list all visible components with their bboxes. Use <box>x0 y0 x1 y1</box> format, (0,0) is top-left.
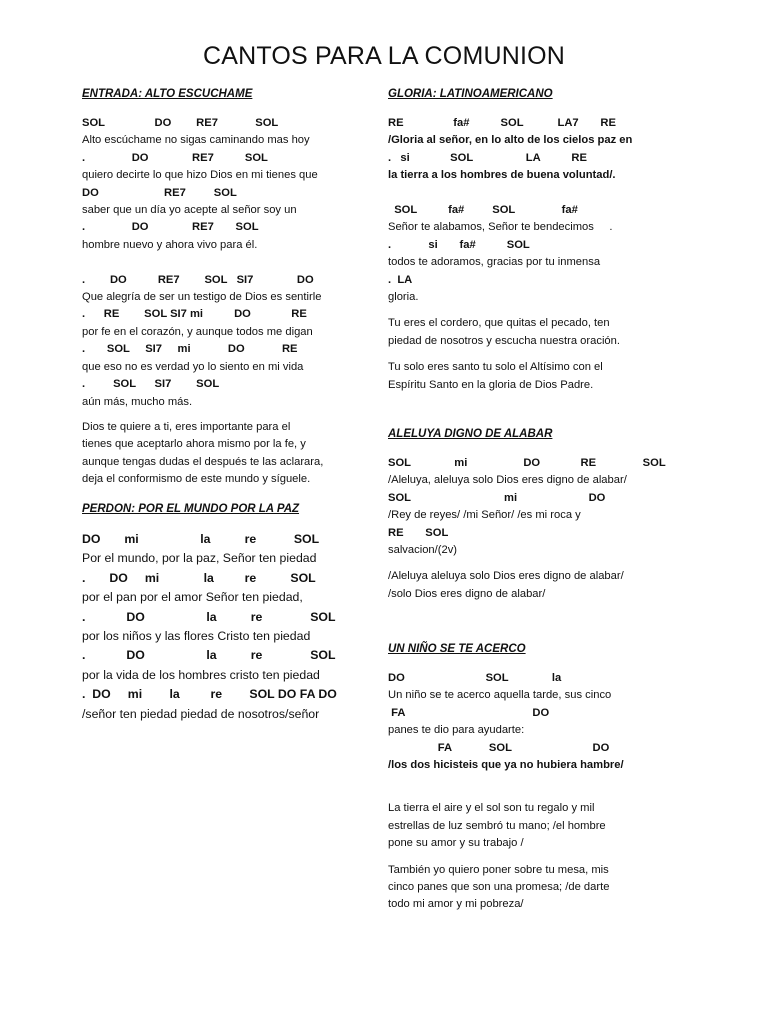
chord-line: . DO mi la re SOL DO FA DO <box>82 687 337 702</box>
section-heading: PERDON: POR EL MUNDO POR LA PAZ <box>82 503 300 515</box>
lyric-line: que eso no es verdad yo lo siento en mi vida <box>82 360 304 373</box>
page-title: CANTOS PARA LA COMUNION <box>202 42 566 70</box>
lyric-line: tienes que aceptarlo ahora mismo por la fe, y <box>82 438 306 451</box>
lyric-line: /Gloria al señor, en lo alto de los cielos paz en <box>388 134 633 147</box>
chord-line: SOL DO RE7 SOL <box>82 117 279 129</box>
lyric-line: /Aleluya aleluya solo Dios eres digno de alabar/ <box>388 570 624 583</box>
lyric-line: deja el conformismo de este mundo y síguele. <box>82 473 311 486</box>
chord-line: FA DO <box>388 706 550 719</box>
lyrics-paragraphs <box>388 315 680 394</box>
lyric-line: Que alegría de ser un testigo de Dios es sentirle <box>82 291 322 304</box>
lyric-line: pone su amor y su trabajo / <box>388 837 524 850</box>
lyric-line: estrellas de luz sembró tu mano; /el hombre <box>388 819 606 832</box>
lyrics-paragraph <box>388 315 680 350</box>
lyric-line: La tierra el aire y el sol son tu regalo y mil <box>388 802 595 815</box>
section-aleluya <box>388 427 680 603</box>
chord-line: FA SOL DO <box>388 741 610 754</box>
lyric-line: aunque tengas dudas el después te las aclarara, <box>82 455 324 468</box>
lyrics-block <box>82 115 368 411</box>
chord-line: DO SOL la <box>388 672 562 684</box>
lyric-line: Tu eres el cordero, que quitas el pecado, ten <box>388 317 610 330</box>
lyric-line: todo mi amor y mi pobreza/ <box>388 898 524 911</box>
lyric-line: Un niño se te acerco aquella tarde, sus cinco <box>388 689 612 702</box>
lyric-line: /Rey de reyes/ /mi Señor/ /es mi roca y <box>388 509 581 522</box>
lyric-line: /señor ten piedad piedad de nosotros/señor <box>82 706 320 721</box>
section-heading: GLORIA: LATINOAMERICANO <box>388 88 553 100</box>
lyric-line: panes te dio para ayudarte: <box>388 724 525 737</box>
chord-line: . si fa# SOL <box>388 238 530 251</box>
lyric-line: Alto escúchame no sigas caminando mas hoy <box>82 134 310 147</box>
section-heading: ENTRADA: ALTO ESCUCHAME <box>82 88 253 100</box>
chord-line: . DO mi la re SOL <box>82 570 316 585</box>
lyrics-paragraph <box>388 359 680 394</box>
chord-line: . LA <box>388 273 413 286</box>
lyric-line: Dios te quiere a ti, eres importante para el <box>82 420 291 433</box>
lyric-line: hombre nuevo y ahora vivo para él. <box>82 238 258 251</box>
lyric-line <box>82 254 368 271</box>
lyric-line: /solo Dios eres digno de alabar/ <box>388 587 546 600</box>
lyric-line: por fe en el corazón, y aunque todos me digan <box>82 325 313 338</box>
lyrics-paragraph <box>388 862 680 914</box>
lyrics-block <box>388 455 680 559</box>
chord-line: SOL mi DO <box>388 491 606 504</box>
chord-line: . DO RE7 SOL SI7 DO <box>82 273 314 286</box>
lyric-line: aún más, mucho más. <box>82 395 193 408</box>
lyrics-paragraph <box>388 800 680 852</box>
lyric-line: gloria. <box>388 291 419 304</box>
chord-line: SOL mi DO RE SOL <box>388 457 666 469</box>
lyric-line: Por el mundo, por la paz, Señor ten piedad <box>82 551 317 566</box>
lyric-line: la tierra a los hombres de buena voluntad/. <box>388 169 616 182</box>
section-perdon <box>82 502 368 724</box>
lyric-line: saber que un día yo acepte al señor soy un <box>82 204 297 217</box>
lyric-line: salvacion/(2v) <box>388 544 458 557</box>
lyric-line: Tu solo eres santo tu solo el Altísimo con el <box>388 361 603 374</box>
lyric-line: piedad de nosotros y escucha nuestra oración. <box>388 334 620 347</box>
chord-line: SOL fa# SOL fa# <box>388 204 578 217</box>
section-heading: UN NIÑO SE TE ACERCO <box>388 643 526 655</box>
chord-line: . DO RE7 SOL <box>82 151 268 164</box>
lyric-line: También yo quiero poner sobre tu mesa, mis <box>388 863 609 876</box>
chord-line: RE fa# SOL LA7 RE <box>388 117 616 129</box>
chord-line: . SOL SI7 SOL <box>82 378 220 391</box>
lyrics-paragraphs <box>388 800 680 913</box>
section-heading: ALELUYA DIGNO DE ALABAR <box>388 428 553 440</box>
chord-line: . DO la re SOL <box>82 648 336 663</box>
lyric-line: cinco panes que son una promesa; /de darte <box>388 881 610 894</box>
lyrics-block <box>388 670 680 774</box>
chord-line: DO RE7 SOL <box>82 186 237 199</box>
lyric-line: /los dos hicisteis que ya no hubiera hambre/ <box>388 759 624 772</box>
section-entrada <box>82 87 368 489</box>
chord-line: . DO RE7 SOL <box>82 221 259 234</box>
chord-line: . SOL SI7 mi DO RE <box>82 343 298 356</box>
chord-line: . DO la re SOL <box>82 609 336 624</box>
lyric-line: /Aleluya, aleluya solo Dios eres digno de alabar/ <box>388 474 627 487</box>
lyrics-block <box>82 530 368 724</box>
chord-line: RE SOL <box>388 526 449 539</box>
lyric-line <box>388 185 680 202</box>
lyric-line: todos te adoramos, gracias por tu inmensa <box>388 256 601 269</box>
chord-line: . RE SOL SI7 mi DO RE <box>82 308 307 321</box>
lyric-line: quiero decirte lo que hizo Dios en mi tienes que <box>82 169 318 182</box>
section-gloria <box>388 87 680 403</box>
lyrics-block <box>388 115 680 306</box>
lyric-line: por el pan por el amor Señor ten piedad, <box>82 590 303 605</box>
lyric-line: por la vida de los hombres cristo ten piedad <box>82 667 320 682</box>
lyric-line: Señor te alabamos, Señor te bendecimos . <box>388 221 613 234</box>
section-nino <box>388 642 680 923</box>
lyrics-paragraph <box>82 419 368 489</box>
chord-line: DO mi la re SOL <box>82 532 320 546</box>
lyric-line: por los niños y las flores Cristo ten piedad <box>82 629 311 644</box>
lyric-line: Espíritu Santo en la gloria de Dios Padre. <box>388 378 594 391</box>
lyrics-paragraph <box>388 568 680 603</box>
chord-line: . si SOL LA RE <box>388 151 587 164</box>
